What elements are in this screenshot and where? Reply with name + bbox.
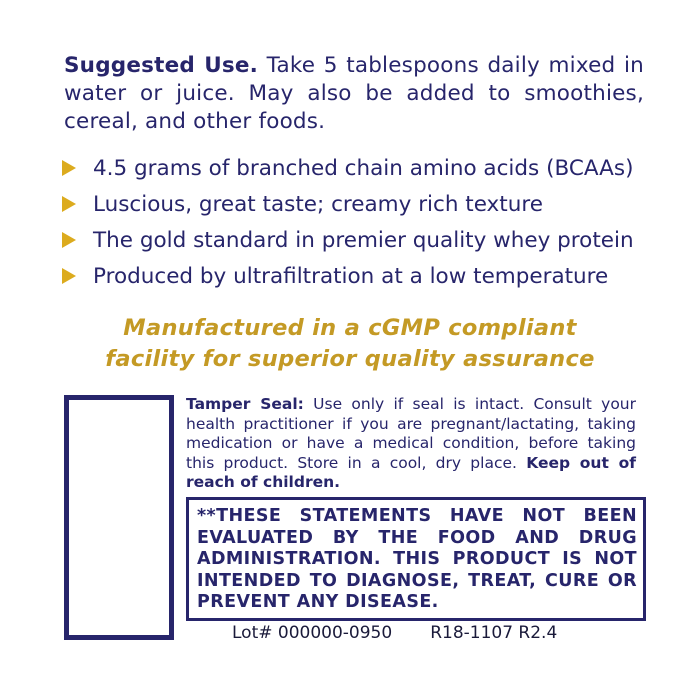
feature-list	[62, 150, 634, 294]
lot-number: Lot# 000000-0950	[232, 623, 393, 643]
manufacturing-line-1: Manufactured in a cGMP compliant	[123, 315, 577, 341]
feature-label: Luscious, great taste; creamy rich texture	[93, 191, 543, 217]
suggested-use-text: Take 5 tablespoons daily mixed in water or juice. May also be added to smoothies, cereal, and other foods.	[64, 53, 644, 134]
manufacturing-statement	[50, 313, 650, 375]
feature-label: Produced by ultrafiltration at a low temperature	[93, 263, 609, 289]
fda-disclaimer-box: **THESE STATEMENTS HAVE NOT BEEN EVALUATED BY THE FOOD AND DRUG ADMINISTRATION. THIS PRODUCT IS NOT INTENDED TO DIAGNOSE, TREAT, CURE OR PREVENT ANY DISEASE.	[186, 497, 646, 621]
manufacturing-line-2: facility for superior quality assurance	[105, 346, 595, 372]
tamper-seal-box	[64, 395, 174, 640]
feature-item	[62, 258, 634, 294]
tamper-seal-paragraph	[186, 395, 636, 493]
triangle-bullet-icon	[62, 268, 76, 284]
feature-item	[62, 150, 634, 186]
triangle-bullet-icon	[62, 196, 76, 212]
triangle-bullet-icon	[62, 160, 76, 176]
feature-item	[62, 186, 634, 222]
revision-code: R18-1107 R2.4	[430, 623, 558, 643]
feature-label: The gold standard in premier quality whey protein	[93, 227, 634, 253]
feature-label: 4.5 grams of branched chain amino acids (BCAAs)	[93, 155, 634, 181]
tamper-seal-text: Use only if seal is intact. Consult your health practitioner if you are pregnant/lactating, taking medication or have a medical condition, before taking this product. Store in a cool, dry place.	[186, 395, 636, 472]
suggested-use-heading: Suggested Use.	[64, 53, 259, 78]
children-warning: Keep out of reach of children.	[186, 453, 636, 491]
suggested-use-paragraph	[64, 52, 644, 136]
tamper-seal-heading: Tamper Seal:	[186, 395, 304, 413]
lot-line	[232, 623, 557, 643]
feature-item	[62, 222, 634, 258]
triangle-bullet-icon	[62, 232, 76, 248]
